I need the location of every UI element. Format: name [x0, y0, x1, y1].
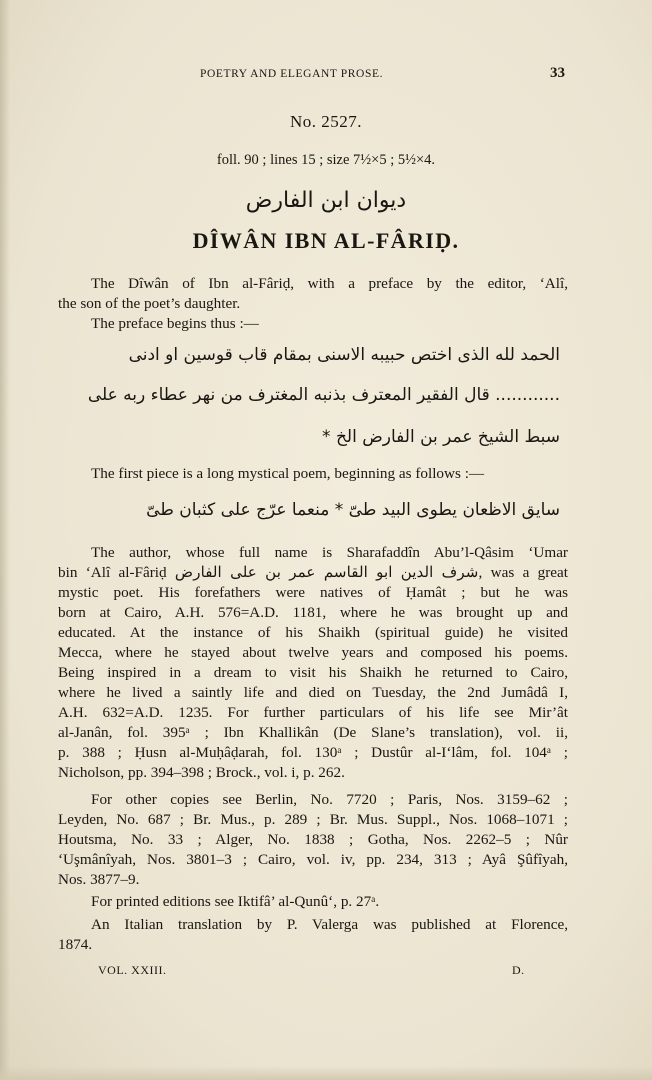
- page-number: 33: [550, 65, 565, 81]
- arabic-verse: سايق الاظعان يطوى البيد طىّ * منعما عرّج على كثبان طىّ: [146, 500, 560, 520]
- author-line: Nicholson, pp. 394–398 ; Brock., vol. i, p. 262.: [58, 764, 345, 781]
- author-line: educated. At the instance of his Shaikh (spiritual guide) he visited: [58, 624, 568, 641]
- volume-footer: VOL. XXIII.: [98, 963, 167, 977]
- author-line: A.H. 632=A.D. 1235. For further particulars of his life see Mir’ât: [58, 704, 568, 721]
- translation-line: 1874.: [58, 936, 93, 953]
- author-line: mystic poet. His forefathers were natives of Ḥamât ; but he was: [58, 584, 568, 601]
- copies-line: For other copies see Berlin, No. 7720 ; Paris, Nos. 3159–62 ;: [91, 791, 568, 808]
- author-line: The author, whose full name is Sharafaddîn Abu’l-Qâsim ‘Umar: [91, 544, 568, 561]
- signature-mark: D.: [512, 963, 525, 977]
- first-piece-intro: The first piece is a long mystical poem, beginning as follows :—: [91, 465, 485, 482]
- translation-line: An Italian translation by P. Valerga was published at Florence,: [91, 916, 568, 933]
- copies-line: Leyden, No. 687 ; Br. Mus., p. 289 ; Br. Mus. Suppl., Nos. 1068–1071 ;: [58, 811, 568, 828]
- description-line: The Dîwân of Ibn al-Fâriḍ, with a preface by the editor, ‘Alî,: [91, 275, 568, 292]
- entry-title: DÎWÂN IBN AL-FÂRIḌ.: [192, 228, 460, 253]
- author-line: p. 388 ; Ḥusn al-Muḥâḍarah, fol. 130ᵃ ; Dustûr al-I‘lâm, fol. 104ᵃ ;: [58, 744, 568, 761]
- arabic-title: ديوان ابن الفارض: [245, 188, 407, 213]
- preface-arabic-line: سبط الشيخ عمر بن الفارض الخ *: [322, 427, 560, 447]
- author-line: Mecca, where he stayed about twelve years and composed his poems.: [58, 644, 568, 661]
- page-bottom-shadow: [0, 1066, 652, 1080]
- author-line: where he lived a saintly life and died on Tuesday, the 2nd Jumâdâ I,: [58, 684, 568, 701]
- entry-number: No. 2527.: [289, 112, 363, 131]
- author-line: born at Cairo, A.H. 576=A.D. 1181, where he was brought up and: [58, 604, 568, 621]
- running-title: POETRY AND ELEGANT PROSE.: [200, 68, 384, 80]
- description-line: the son of the poet’s daughter.: [58, 295, 241, 312]
- author-line: al-Janân, fol. 395ᵃ ; Ibn Khallikân (De Slane’s translation), vol. ii,: [58, 724, 568, 741]
- printed-editions: For printed editions see Iktifâ’ al-Qunû‘, p. 27ᵃ.: [91, 893, 380, 910]
- description-line: The preface begins thus :—: [91, 315, 259, 332]
- copies-line: Nos. 3877–9.: [58, 871, 140, 888]
- copies-line: Houtsma, No. 33 ; Alger, No. 1838 ; Gotha, Nos. 2262–5 ; Nûr: [58, 831, 568, 848]
- copies-line: ‘Uşmânîyah, Nos. 3801–3 ; Cairo, vol. iv, pp. 234, 313 ; Ayâ Şûfîyah,: [58, 851, 568, 868]
- preface-arabic-line: ............ قال الفقير المعترف بذنبه المغترف من نهر عطاء ربه على: [87, 385, 560, 405]
- folio-info: foll. 90 ; lines 15 ; size 7½×5 ; 5½×4.: [216, 152, 436, 168]
- author-line: bin ‘Alî al-Fâriḍ شرف الدين ابو القاسم عمر بن على الفارض, was a great: [58, 564, 569, 581]
- author-line: Being inspired in a dream to visit his Shaikh he returned to Cairo,: [58, 664, 568, 681]
- preface-arabic-line: الحمد لله الذى اختص حبيبه الاسنى بمقام قاب قوسين او ادنى: [128, 345, 560, 365]
